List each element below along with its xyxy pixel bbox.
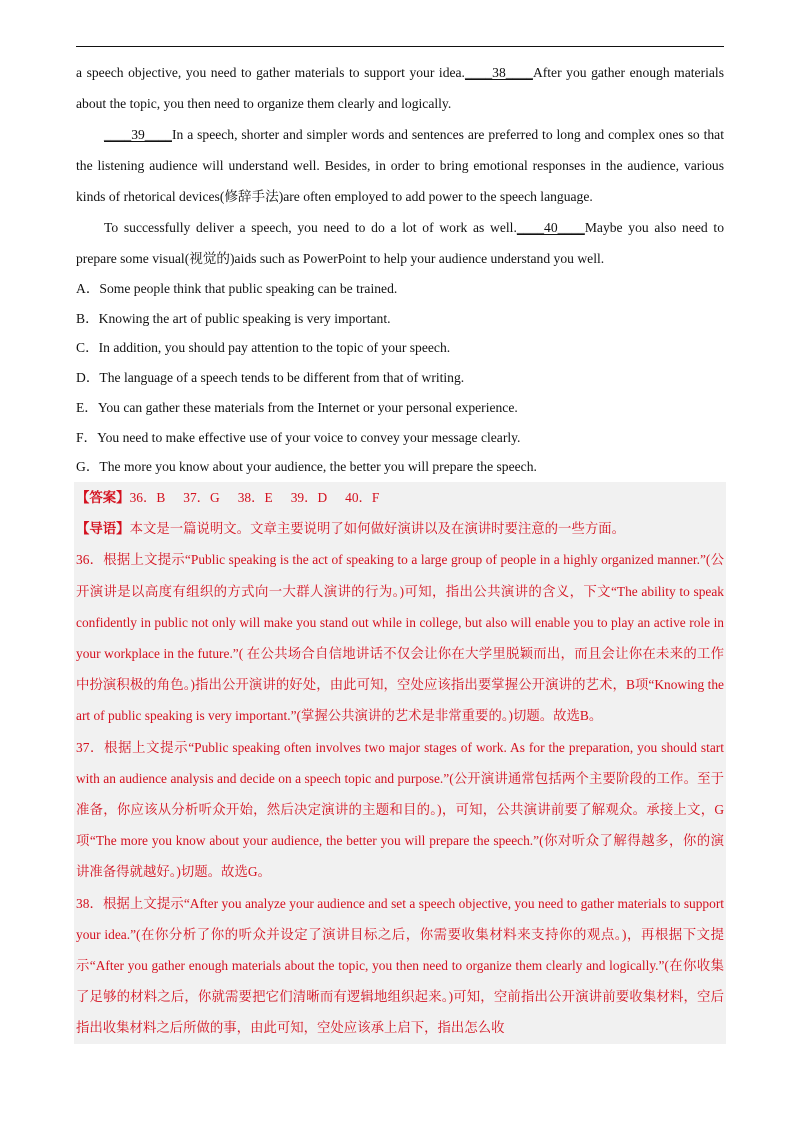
passage-paragraph-2 [76, 119, 724, 212]
passage-text: To successfully deliver a speech, you need to do a lot of work as well. [104, 220, 517, 235]
blank-40: ____40____ [516, 220, 585, 235]
option-f: F．You need to make effective use of your voice to convey your message clearly. [76, 429, 521, 445]
header-rule [76, 46, 724, 47]
passage-text: After you gather enough materials about the topic, you then need to organize them clearly and logically. [76, 65, 724, 111]
passage-text: Maybe you also need to prepare some visual(视觉的)aids such as PowerPoint to help your audience understand you well. [76, 220, 724, 266]
answer-item: 40．F [345, 489, 380, 505]
explanation-38: 38．根据上文提示“After you analyze your audience and set a speech objective, you need to gather materials to support your idea.”(在你分析了你的听众并设定了演讲目标之后，你需要收集材料来支持你的观点。)，再根据下文提示“After you gather enough materials about the topic, you then need to organize them clearly and logically.”(在你收集了足够的材料之后，你就需要把它们清晰而有逻辑地组织起来。)可知，空前指出公开演讲前要收集材料，空后指出收集材料之后所做的事，由此可知，空处应该承上启下，指出怎么收 [74, 888, 726, 1044]
answer-item: 38．E [237, 489, 273, 505]
option-c: C．In addition, you should pay attention to the topic of your speech. [76, 340, 451, 356]
blank-39: ____39____ [104, 127, 172, 142]
guide-text: 本文是一篇说明文。文章主要说明了如何做好演讲以及在演讲时要注意的一些方面。 [129, 521, 626, 537]
option-g: G．The more you know about your audience, the better you will prepare the speech. [76, 459, 537, 475]
option-e: E．You can gather these materials from the Internet or your personal experience. [76, 399, 518, 415]
passage-text: a speech objective, you need to gather materials to support your idea. [76, 65, 465, 80]
option-d: D．The language of a speech tends to be different from that of writing. [76, 370, 465, 386]
answer-item: 36．B [129, 489, 166, 505]
answer-item: 37．G [183, 489, 220, 505]
passage-paragraph-3 [76, 212, 724, 274]
option-a: A．Some people think that public speaking can be trained. [76, 281, 398, 296]
page-content [76, 57, 724, 1044]
option-b: B．Knowing the art of public speaking is very important. [76, 310, 391, 326]
passage-text: In a speech, shorter and simpler words and sentences are preferred to long and complex ones so that the listening audience will understand well. Besides, in order to bring emotional responses in the audience, various kinds of rhetorical devices(修辞手法)are often employed to add power to the speech language. [76, 127, 724, 204]
explanation-36: 36．根据上文提示“Public speaking is the act of speaking to a large group of people in a highly organized manner.”(公开演讲是以高度有组织的方式向一大群人演讲的行为。)可知，指出公共演讲的含义，下文“The ability to speak confidently in public not only will make you stand out while in college, but also will enable you to play an active role in your workplace in the future.”( 在公共场合自信地讲话不仅会让你在大学里脱颖而出，而且会让你在未来的工作中扮演积极的角色。)指出公开演讲的好处，由此可知，空处应该指出要掌握公开演讲的艺术，B项“Knowing the art of public speaking is very important.”(掌握公共演讲的艺术是非常重要的。)切题。故选B。 [74, 544, 726, 731]
guide-line [74, 513, 726, 544]
answer-item: 39．D [290, 489, 328, 505]
passage-paragraph-1 [76, 57, 724, 119]
answer-line [74, 482, 726, 513]
blank-38: ____38____ [464, 65, 533, 80]
options-list [76, 274, 724, 482]
guide-label: 【导语】 [76, 521, 130, 537]
explanation-37: 37．根据上文提示“Public speaking often involves two major stages of work. As for the preparation, you should start with an audience analysis and decide on a speech topic and purpose.”(公开演讲通常包括两个主要阶段的工作。至于准备，你应该从分析听众开始，然后决定演讲的主题和目的。)，可知，公共演讲前要了解观众。承接上文，G项“The more you know about your audience, the better you will prepare the speech.”(你对听众了解得越多，你的演讲准备得就越好。)切题。故选G。 [74, 732, 726, 888]
answer-label: 【答案】 [76, 489, 130, 505]
